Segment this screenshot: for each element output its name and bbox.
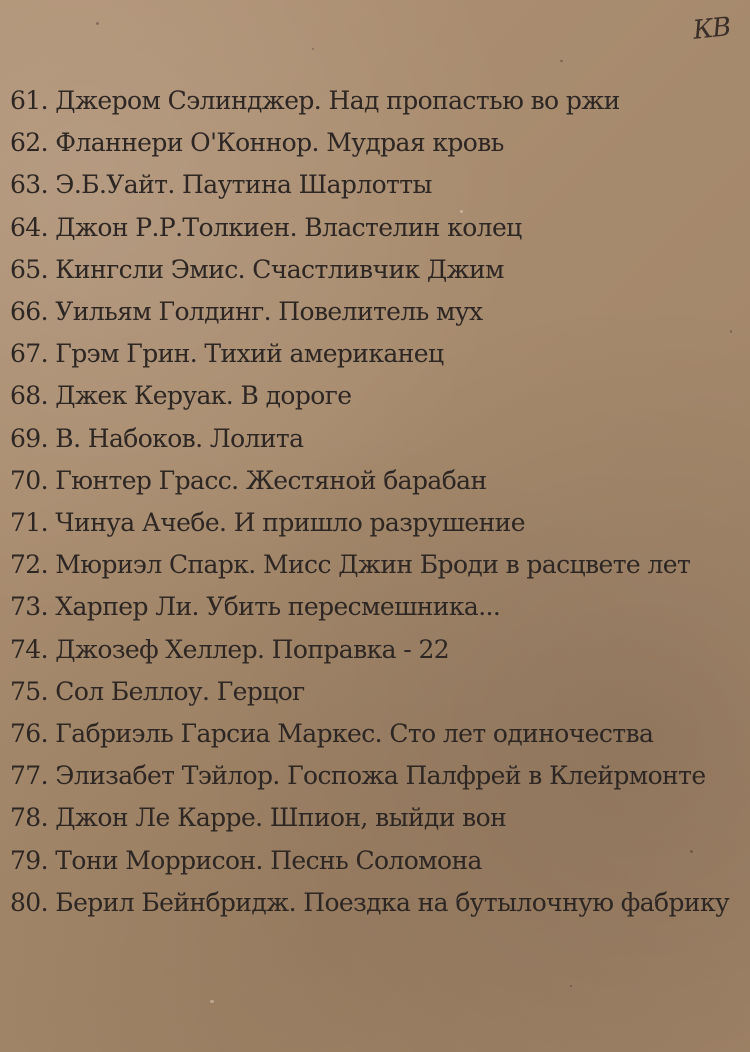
list-item: 67. Грэм Грин. Тихий американец [10,339,444,369]
paper-speck [210,1000,214,1003]
list-item: 63. Э.Б.Уайт. Паутина Шарлотты [10,170,432,200]
monogram: КВ [691,12,732,46]
list-item: 61. Джером Сэлинджер. Над пропастью во ржи [10,86,620,115]
book-list [10,80,744,923]
list-item: 66. Уильям Голдинг. Повелитель мух [10,297,483,327]
paper-speck [312,48,314,50]
list-item: 71. Чинуа Ачебе. И пришло разрушение [10,508,525,538]
list-item: 73. Харпер Ли. Убить пересмешника... [10,592,501,622]
paper-speck [96,22,99,25]
list-item: 69. В. Набоков. Лолита [10,423,304,453]
list-item: 76. Габриэль Гарсиа Маркес. Сто лет одиночества [10,719,654,749]
list-item: 77. Элизабет Тэйлор. Госпожа Палфрей в Клейрмонте [10,761,706,791]
list-item: 75. Сол Беллоу. Герцог [10,676,305,706]
list-item: 80. Берил Бейнбридж. Поездка на бутылочную фабрику [10,887,730,917]
list-item: 74. Джозеф Хеллер. Поправка - 22 [10,634,450,664]
list-item: 79. Тони Моррисон. Песнь Соломона [10,845,482,875]
paper-speck [560,60,563,62]
list-item: 72. Мюриэл Спарк. Мисс Джин Броди в расцвете лет [10,550,691,580]
list-item: 70. Гюнтер Грасс. Жестяной барабан [10,465,487,495]
list-item: 65. Кингсли Эмис. Счастливчик Джим [10,254,504,284]
paper-speck [570,985,572,987]
list-item: 78. Джон Ле Карре. Шпион, выйди вон [10,803,507,833]
list-item: 64. Джон Р.Р.Толкиен. Властелин колец [10,212,522,242]
list-item: 68. Джек Керуак. В дороге [10,381,352,411]
list-item: 62. Фланнери О'Коннор. Мудрая кровь [10,128,504,158]
